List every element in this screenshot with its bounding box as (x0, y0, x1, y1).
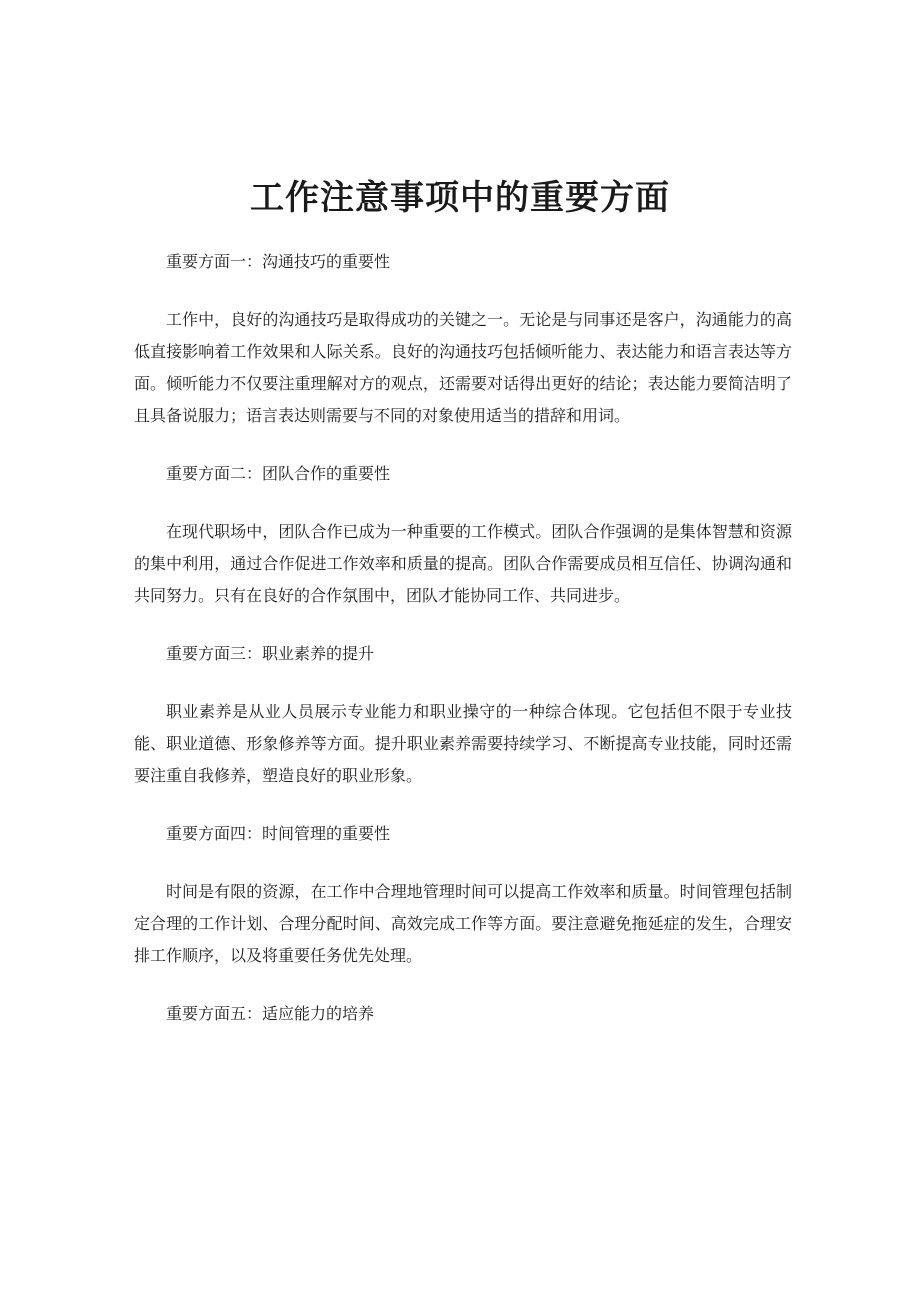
section-heading-5: 重要方面五：适应能力的培养 (166, 1004, 375, 1023)
section-paragraph-3: 职业素养是从业人员展示专业能力和职业操守的一种综合体现。它包括但不限于专业技能、职业道德、形象修养等方面。提升职业素养需要持续学习、不断提高专业技能，同时还需要注重自我修养，塑造良好的职业形象。 (134, 702, 792, 785)
section-heading-3: 重要方面三：职业素养的提升 (166, 644, 375, 663)
section-heading-1: 重要方面一：沟通技巧的重要性 (166, 252, 391, 271)
section-heading-2: 重要方面二：团队合作的重要性 (166, 464, 391, 483)
section-paragraph-1: 工作中，良好的沟通技巧是取得成功的关键之一。无论是与同事还是客户，沟通能力的高低直接影响着工作效果和人际关系。良好的沟通技巧包括倾听能力、表达能力和语言表达等方面。倾听能力不仅要注重理解对方的观点，还需要对话得出更好的结论；表达能力要简洁明了且具备说服力；语言表达则需要与不同的对象使用适当的措辞和用词。 (134, 310, 792, 425)
document-body (134, 246, 792, 1056)
section-paragraph-2: 在现代职场中，团队合作已成为一种重要的工作模式。团队合作强调的是集体智慧和资源的集中利用，通过合作促进工作效率和质量的提高。团队合作需要成员相互信任、协调沟通和共同努力。只有在良好的合作氛围中，团队才能协同工作、共同进步。 (134, 522, 792, 605)
section-heading-4: 重要方面四：时间管理的重要性 (166, 824, 391, 843)
page-title: 工作注意事项中的重要方面 (250, 178, 670, 218)
section-paragraph-4: 时间是有限的资源，在工作中合理地管理时间可以提高工作效率和质量。时间管理包括制定合理的工作计划、合理分配时间、高效完成工作等方面。要注意避免拖延症的发生，合理安排工作顺序，以及将重要任务优先处理。 (134, 882, 792, 965)
